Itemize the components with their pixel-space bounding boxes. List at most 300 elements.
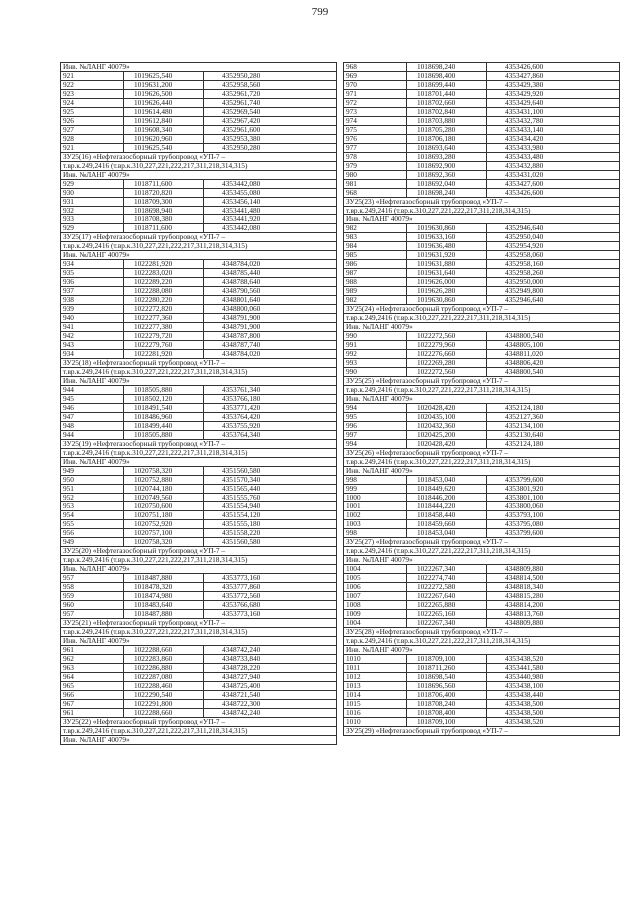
table-row xyxy=(60,655,337,664)
coord-y: 4353766,180 xyxy=(222,394,261,403)
point-number: 988 xyxy=(344,278,407,286)
table-row xyxy=(343,440,620,449)
point-number: 921 xyxy=(61,144,124,152)
section-heading: Инв. №ЛАНГ 40079» xyxy=(346,556,413,565)
coord-x: 1018505,880 xyxy=(124,386,204,394)
table-row xyxy=(60,189,337,198)
point-number: 978 xyxy=(344,153,407,161)
table-row xyxy=(60,422,337,431)
coord-x: 1022288,660 xyxy=(124,709,204,717)
table-row xyxy=(343,359,620,368)
coord-x: 1020751,180 xyxy=(124,511,204,519)
section-heading: Инв. №ЛАНГ 40079» xyxy=(63,251,130,260)
coord-y: 4348805,100 xyxy=(505,341,544,349)
point-number: 982 xyxy=(344,296,407,304)
coord-x: 1018692,040 xyxy=(407,180,487,188)
coord-y: 4353440,980 xyxy=(505,672,544,681)
point-number: 996 xyxy=(344,422,407,430)
section-heading-row xyxy=(343,467,620,476)
table-row xyxy=(343,278,620,287)
coord-y: 4348784,020 xyxy=(222,350,261,358)
table-row xyxy=(60,72,337,81)
coord-y: 4352946,640 xyxy=(505,296,544,305)
coord-y: 4348742,240 xyxy=(222,645,261,654)
point-number: 972 xyxy=(344,99,407,107)
coord-x: 1019626,440 xyxy=(124,99,204,107)
point-number: 959 xyxy=(61,592,124,600)
section-heading-row xyxy=(343,395,620,404)
table-row xyxy=(60,476,337,485)
point-number: 944 xyxy=(61,431,124,439)
point-number: 929 xyxy=(61,224,124,232)
coord-y: 4352134,100 xyxy=(505,421,544,430)
coord-y: 4352961,600 xyxy=(222,125,261,134)
coord-x: 1022269,280 xyxy=(407,359,487,367)
point-number: 945 xyxy=(61,395,124,403)
coord-x: 1022288,080 xyxy=(124,287,204,295)
section-heading-row xyxy=(60,171,337,180)
coord-x: 1020758,320 xyxy=(124,538,204,546)
section-heading-row xyxy=(343,538,620,547)
section-heading-row xyxy=(343,458,620,467)
section-heading-row xyxy=(60,565,337,574)
coord-y: 4353433,480 xyxy=(505,152,544,161)
coord-x: 1018702,840 xyxy=(407,108,487,116)
coord-y: 4353438,100 xyxy=(505,681,544,690)
point-number: 968 xyxy=(344,63,407,71)
point-number: 961 xyxy=(61,646,124,654)
table-row xyxy=(343,63,620,72)
table-row xyxy=(343,332,620,341)
coord-x: 1018706,180 xyxy=(407,135,487,143)
point-number: 1009 xyxy=(344,610,407,618)
table-row xyxy=(60,90,337,99)
section-heading: т.вр.к.249,2416 (т.вр.к.310,227,221,222,217,311,218,314,315) xyxy=(346,385,531,394)
coord-x: 1022288,460 xyxy=(124,682,204,690)
table-row xyxy=(343,476,620,485)
coord-y: 4352958,560 xyxy=(222,80,261,89)
section-heading-row xyxy=(60,547,337,556)
coord-x: 1018698,400 xyxy=(407,72,487,80)
coord-x: 1022265,880 xyxy=(407,601,487,609)
table-row xyxy=(60,538,337,547)
coord-x: 1022276,660 xyxy=(407,350,487,358)
coord-y: 4352958,060 xyxy=(505,251,544,260)
section-heading: т.вр.к.249,2416 (т.вр.к.310,227,221,222,217,311,218,314,315) xyxy=(63,628,248,636)
coord-x: 1022279,760 xyxy=(124,341,204,349)
table-row xyxy=(60,404,337,413)
coord-x: 1019631,640 xyxy=(407,269,487,277)
table-row xyxy=(60,215,337,224)
coord-x: 1020428,420 xyxy=(407,404,487,412)
coord-y: 4352961,720 xyxy=(222,89,261,98)
coord-x: 1019620,960 xyxy=(124,135,204,143)
coord-x: 1019608,340 xyxy=(124,126,204,134)
point-number: 974 xyxy=(344,117,407,125)
coord-x: 1020752,920 xyxy=(124,520,204,528)
table-row xyxy=(60,682,337,691)
point-number: 982 xyxy=(344,224,407,232)
point-number: 970 xyxy=(344,81,407,89)
coord-x: 1018446,200 xyxy=(407,494,487,502)
section-heading: Инв. №ЛАНГ 40079» xyxy=(346,645,413,654)
point-number: 966 xyxy=(61,691,124,699)
section-heading: т.вр.к.249,2416 (т.вр.к.310,227,221,222,217,311,218,314,315) xyxy=(346,206,531,215)
point-number: 994 xyxy=(344,440,407,448)
table-row xyxy=(343,260,620,269)
point-number: 957 xyxy=(61,574,124,582)
coord-y: 4348801,640 xyxy=(222,296,261,305)
coord-y: 4352954,920 xyxy=(505,242,544,251)
table-row xyxy=(343,583,620,592)
section-heading: т.вр.к.249,2416 (т.вр.к.310,227,221,222,217,311,218,314,315) xyxy=(346,314,531,323)
coord-x: 1019614,480 xyxy=(124,108,204,116)
point-number: 1000 xyxy=(344,494,407,502)
point-number: 939 xyxy=(61,305,124,313)
table-row xyxy=(343,655,620,664)
coord-y: 4348784,020 xyxy=(222,260,261,269)
point-number: 990 xyxy=(344,368,407,376)
point-number: 957 xyxy=(61,610,124,618)
section-heading-row xyxy=(343,637,620,646)
coord-y: 4353777,860 xyxy=(222,583,261,592)
table-row xyxy=(60,144,337,153)
coord-y: 4352953,380 xyxy=(222,134,261,143)
point-number: 977 xyxy=(344,144,407,152)
coord-y: 4353441,480 xyxy=(222,206,261,215)
section-heading: Инв. №ЛАНГ 40079» xyxy=(346,466,413,475)
coord-y: 4352958,260 xyxy=(505,269,544,278)
table-row xyxy=(343,709,620,718)
section-heading: т.вр.к.249,2416 (т.вр.к.310,227,221,222,217,311,218,314,315) xyxy=(346,637,531,645)
coord-y: 4353426,600 xyxy=(505,188,544,197)
section-heading: т.вр.к.249,2416 (т.вр.к.310,227,221,222,217,311,218,314,315) xyxy=(63,556,248,565)
table-row xyxy=(343,485,620,494)
point-number: 940 xyxy=(61,314,124,322)
table-row xyxy=(60,502,337,511)
coord-x: 1018693,640 xyxy=(407,144,487,152)
section-heading: ЗУ25(22) «Нефтегазосборный трубопровод «УП-7 – xyxy=(63,717,226,726)
point-number: 950 xyxy=(61,476,124,484)
point-number: 998 xyxy=(344,476,407,484)
section-heading: Инв. №ЛАНГ 40079» xyxy=(63,637,130,645)
coord-x: 1018698,940 xyxy=(124,207,204,215)
section-heading: Инв. №ЛАНГ 40079» xyxy=(63,63,130,71)
coord-y: 4348800,540 xyxy=(505,332,544,341)
table-row xyxy=(60,126,337,135)
coord-y: 4353773,160 xyxy=(222,610,261,619)
coord-y: 4353432,780 xyxy=(505,116,544,125)
coord-y: 4353438,520 xyxy=(505,654,544,663)
point-number: 925 xyxy=(61,108,124,116)
table-row xyxy=(343,350,620,359)
table-row xyxy=(343,72,620,81)
table-row xyxy=(60,413,337,422)
point-number: 1011 xyxy=(344,664,407,672)
section-heading-row xyxy=(343,207,620,216)
coord-x: 1018502,120 xyxy=(124,395,204,403)
section-heading-row xyxy=(60,556,337,565)
section-heading: ЗУ25(26) «Нефтегазосборный трубопровод «УП-7 – xyxy=(346,448,509,457)
point-number: 995 xyxy=(344,413,407,421)
point-number: 932 xyxy=(61,207,124,215)
coord-x: 1018711,260 xyxy=(407,664,487,672)
section-heading: Инв. №ЛАНГ 40079» xyxy=(346,323,413,332)
coord-x: 1020428,420 xyxy=(407,440,487,448)
coord-y: 4348722,300 xyxy=(222,699,261,708)
coord-x: 1022288,660 xyxy=(124,646,204,654)
coord-x: 1022281,920 xyxy=(124,260,204,268)
table-row xyxy=(60,386,337,395)
point-number: 964 xyxy=(61,673,124,681)
section-heading: ЗУ25(28) «Нефтегазосборный трубопровод «УП-7 – xyxy=(346,628,509,636)
section-heading: т.вр.к.249,2416 (т.вр.к.310,227,221,222,217,311,218,314,315) xyxy=(63,242,248,251)
section-heading-row xyxy=(343,727,620,736)
point-number: 944 xyxy=(61,386,124,394)
coord-x: 1022281,920 xyxy=(124,350,204,358)
coord-x: 1018709,100 xyxy=(407,655,487,663)
section-heading-row xyxy=(60,458,337,467)
table-row xyxy=(60,673,337,682)
coord-y: 4352961,740 xyxy=(222,98,261,107)
coord-x: 1022274,740 xyxy=(407,574,487,582)
section-heading-row xyxy=(60,628,337,637)
table-row xyxy=(60,709,337,718)
section-heading: ЗУ25(21) «Нефтегазосборный трубопровод «УП-7 – xyxy=(63,619,226,628)
point-number: 953 xyxy=(61,502,124,510)
coord-x: 1020425,200 xyxy=(407,431,487,439)
table-row xyxy=(343,135,620,144)
table-row xyxy=(60,494,337,503)
page-number: 799 xyxy=(311,6,329,18)
point-number: 926 xyxy=(61,117,124,125)
table-row xyxy=(60,323,337,332)
table-row xyxy=(60,198,337,207)
coord-y: 4353441,580 xyxy=(505,663,544,672)
coord-x: 1020757,100 xyxy=(124,529,204,537)
coord-y: 4348787,800 xyxy=(222,332,261,341)
section-heading: ЗУ25(23) «Нефтегазосборный трубопровод «УП-7 – xyxy=(346,197,509,206)
point-number: 985 xyxy=(344,251,407,259)
point-number: 994 xyxy=(344,404,407,412)
table-row xyxy=(60,700,337,709)
table-row xyxy=(60,305,337,314)
point-number: 1010 xyxy=(344,655,407,663)
coord-x: 1018487,880 xyxy=(124,610,204,618)
point-number: 989 xyxy=(344,287,407,295)
table-row xyxy=(60,664,337,673)
point-number: 997 xyxy=(344,431,407,439)
coord-x: 1020758,320 xyxy=(124,467,204,475)
coord-x: 1020749,560 xyxy=(124,494,204,502)
coord-x: 1022272,560 xyxy=(407,368,487,376)
point-number: 965 xyxy=(61,682,124,690)
table-row xyxy=(60,108,337,117)
coord-x: 1018711,600 xyxy=(124,224,204,232)
coord-x: 1022289,220 xyxy=(124,278,204,286)
section-heading-row xyxy=(60,619,337,628)
section-heading-row xyxy=(343,449,620,458)
table-row xyxy=(343,251,620,260)
point-number: 1015 xyxy=(344,700,407,708)
table-row xyxy=(343,189,620,198)
coord-y: 4353773,160 xyxy=(222,574,261,583)
coord-y: 4353433,140 xyxy=(505,125,544,134)
table-row xyxy=(60,287,337,296)
table-row xyxy=(60,467,337,476)
point-number: 955 xyxy=(61,520,124,528)
table-row xyxy=(343,144,620,153)
table-row xyxy=(60,691,337,700)
section-heading: Инв. №ЛАНГ 40079» xyxy=(63,376,130,385)
point-number: 987 xyxy=(344,269,407,277)
table-row xyxy=(343,574,620,583)
point-number: 934 xyxy=(61,260,124,268)
table-row xyxy=(60,296,337,305)
section-heading-row xyxy=(343,547,620,556)
coord-y: 4353427,860 xyxy=(505,71,544,80)
coord-y: 4353429,920 xyxy=(505,89,544,98)
point-number: 962 xyxy=(61,655,124,663)
section-heading-row xyxy=(60,63,337,72)
coord-y: 4348785,440 xyxy=(222,269,261,278)
point-number: 949 xyxy=(61,467,124,475)
coord-x: 1018703,880 xyxy=(407,117,487,125)
coord-y: 4348811,020 xyxy=(505,350,544,358)
table-row xyxy=(60,278,337,287)
table-row xyxy=(343,610,620,619)
table-row xyxy=(60,646,337,655)
coord-y: 4353800,060 xyxy=(505,502,544,511)
section-heading: т.вр.к.249,2416 (т.вр.к.310,227,221,222,217,311,218,314,315) xyxy=(63,448,248,457)
coord-x: 1018698,540 xyxy=(407,673,487,681)
point-number: 983 xyxy=(344,233,407,241)
coord-x: 1018702,660 xyxy=(407,99,487,107)
table-row xyxy=(343,673,620,682)
coord-y: 4353427,600 xyxy=(505,179,544,188)
section-heading-row xyxy=(343,323,620,332)
point-number: 928 xyxy=(61,135,124,143)
table-row xyxy=(343,180,620,189)
coord-x: 1018459,660 xyxy=(407,520,487,528)
coord-y: 4352950,000 xyxy=(505,278,544,287)
point-number: 986 xyxy=(344,260,407,268)
point-number: 971 xyxy=(344,90,407,98)
section-heading: ЗУ25(27) «Нефтегазосборный трубопровод «УП-7 – xyxy=(346,538,509,547)
section-heading: Инв. №ЛАНГ 40079» xyxy=(63,565,130,574)
coord-x: 1018708,240 xyxy=(407,700,487,708)
table-row xyxy=(60,485,337,494)
coord-x: 1022267,340 xyxy=(407,619,487,627)
coord-y: 4351555,180 xyxy=(222,520,261,529)
coord-x: 1018709,300 xyxy=(124,198,204,206)
coord-x: 1018709,100 xyxy=(407,718,487,726)
table-row xyxy=(343,413,620,422)
coord-x: 1018478,320 xyxy=(124,583,204,591)
coord-x: 1018692,900 xyxy=(407,162,487,170)
coord-y: 4353799,600 xyxy=(505,529,544,538)
coord-y: 4353431,020 xyxy=(505,170,544,179)
coord-x: 1022291,800 xyxy=(124,700,204,708)
point-number: 937 xyxy=(61,287,124,295)
coord-x: 1022290,540 xyxy=(124,691,204,699)
section-heading: ЗУ25(24) «Нефтегазосборный трубопровод «УП-7 – xyxy=(346,305,509,314)
coord-x: 1018705,280 xyxy=(407,126,487,134)
table-row xyxy=(60,431,337,440)
coord-y: 4353772,560 xyxy=(222,592,261,601)
coord-x: 1018453,040 xyxy=(407,476,487,484)
point-number: 981 xyxy=(344,180,407,188)
coord-y: 4353429,640 xyxy=(505,98,544,107)
coord-x: 1018453,040 xyxy=(407,529,487,537)
coord-y: 4353431,100 xyxy=(505,107,544,116)
section-heading-row xyxy=(60,162,337,171)
coord-x: 1022283,020 xyxy=(124,269,204,277)
point-number: 991 xyxy=(344,341,407,349)
table-row xyxy=(60,395,337,404)
table-row xyxy=(343,162,620,171)
point-number: 976 xyxy=(344,135,407,143)
point-number: 999 xyxy=(344,485,407,493)
coord-x: 1022272,560 xyxy=(407,332,487,340)
point-number: 935 xyxy=(61,269,124,277)
coord-x: 1022280,220 xyxy=(124,296,204,304)
coord-y: 4353801,100 xyxy=(505,493,544,502)
coord-y: 4353795,080 xyxy=(505,520,544,529)
coord-y: 4351560,580 xyxy=(222,538,261,547)
table-row xyxy=(343,565,620,574)
coord-x: 1018474,980 xyxy=(124,592,204,600)
coord-x: 1019625,540 xyxy=(124,72,204,80)
coord-y: 4351565,440 xyxy=(222,484,261,493)
coord-y: 4353771,420 xyxy=(222,403,261,412)
coord-x: 1020432,360 xyxy=(407,422,487,430)
point-number: 924 xyxy=(61,99,124,107)
point-number: 948 xyxy=(61,422,124,430)
point-number: 998 xyxy=(344,529,407,537)
table-row xyxy=(60,180,337,189)
table-row xyxy=(343,368,620,377)
point-number: 951 xyxy=(61,485,124,493)
table-row xyxy=(343,269,620,278)
coord-x: 1018696,560 xyxy=(407,682,487,690)
section-heading-row xyxy=(343,377,620,386)
section-heading: т.вр.к.249,2416 (т.вр.к.310,227,221,222,217,311,218,314,315) xyxy=(63,367,248,376)
point-number: 1005 xyxy=(344,574,407,582)
point-number: 943 xyxy=(61,341,124,349)
coord-y: 4353801,920 xyxy=(505,484,544,493)
table-row xyxy=(343,502,620,511)
coord-x: 1022277,360 xyxy=(124,314,204,322)
coord-x: 1022287,080 xyxy=(124,673,204,681)
table-row xyxy=(343,700,620,709)
table-row xyxy=(60,269,337,278)
coord-x: 1022272,820 xyxy=(124,305,204,313)
section-heading: т.вр.к.249,2416 (т.вр.к.310,227,221,222,217,311,218,314,315) xyxy=(63,161,248,170)
coord-y: 4348727,940 xyxy=(222,672,261,681)
coord-y: 4353442,080 xyxy=(222,224,261,233)
coord-y: 4353429,380 xyxy=(505,80,544,89)
coord-x: 1018505,880 xyxy=(124,431,204,439)
coord-y: 4348809,880 xyxy=(505,565,544,574)
coord-y: 4353441,920 xyxy=(222,215,261,224)
table-row xyxy=(343,520,620,529)
table-row xyxy=(60,520,337,529)
coord-y: 4348721,540 xyxy=(222,690,261,699)
section-heading: Инв. №ЛАНГ 40079» xyxy=(346,394,413,403)
table-row xyxy=(343,108,620,117)
section-heading: т.вр.к.249,2416 (т.вр.к.310,227,221,222,217,311,218,314,315) xyxy=(346,457,531,466)
